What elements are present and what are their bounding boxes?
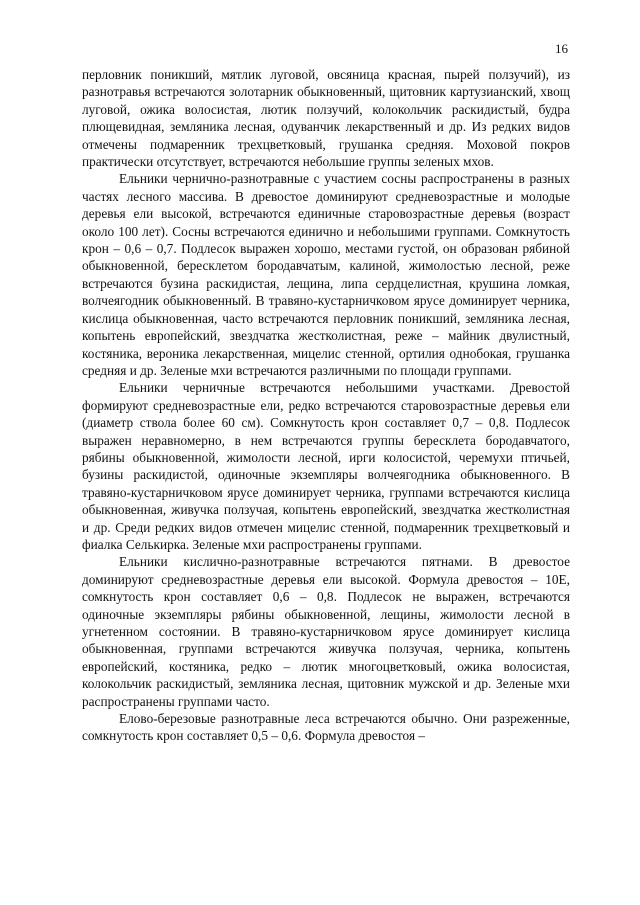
paragraph-spruce-bilberry-forb: Ельники чернично-разнотравные с участием сосны распространены в разных частях лесного массива. В древостое доминируют средневозрастные и молодые деревья ели высокой, встречаются единичные старовозрастные деревья (возраст около 100 лет). Сосны встречаются единично и небольшими группами. Сомкнутость крон – 0,6 – 0,7. Подлесок выражен хорошо, местами густой, он образован рябиной обыкновенной, бересклетом бородавчатым, калиной, жимолостью лесной, реже встречаются бузина раскидистая, лещина, липа сердцелистная, крушина ломкая, волчеягодник обыкновенный. В травяно-кустарничковом ярусе доминирует черника, кислица обыкновенная, часто встречаются перловник поникший, земляника лесная, копытень европейский, звездчатка жестколистная, реже – майник двулистный, костяника, вероника лекарственная, мицелис стенной, ортилия однобокая, грушанка средняя и др. Зеленые мхи встречаются различными по площади группами. xyxy=(82,171,570,378)
paragraph-spruce-bilberry: Ельники черничные встречаются небольшими участками. Древостой формируют средневозрастные ели, редко встречаются старовозрастные деревья ели (диаметр ствола более 60 см). Сомкнутость крон составляет 0,7 – 0,8. Подлесок выражен неравномерно, в нем встречаются группы бересклета бородавчатого, рябины обыкновенной, жимолости лесной, ирги колосистой, черемухи птичьей, бузины раскидистой, одиночные экземпляры волчеягодника обыкновенного. В травяно-кустарничковом ярусе доминирует черника, группами встречаются кислица обыкновенная, живучка ползучая, копытень европейский, звездчатка жестколистная и др. Среди редких видов отмечен мицелис стенной, подмаренник трехцветковый и фиалка Селькирка. Зеленые мхи распространены группами. xyxy=(82,380,570,552)
paragraph-spruce-oxalis-forb: Ельники кислично-разнотравные встречаются пятнами. В древостое доминируют средневозрастные деревья ели высокой. Формула древостоя – 10Е, сомкнутость крон составляет 0,6 – 0,8. Подлесок не выражен, встречаются одиночные экземпляры рябины обыкновенной, лещины, жимолости лесной в угнетенном состоянии. В травяно-кустарничковом ярусе доминирует кислица обыкновенная, группами встречаются живучка ползучая, черника, копытень европейский, костяника, редко – лютик многоцветковый, ожика волосистая, колокольчик раскидистый, земляника лесная, щитовник мужской и др. Зеленые мхи распространены группами часто. xyxy=(82,554,570,709)
document-body xyxy=(82,66,570,745)
page-number: 16 xyxy=(555,41,568,56)
paragraph-spruce-birch-forb: Елово-березовые разнотравные леса встречаются обычно. Они разреженные, сомкнутость крон составляет 0,5 – 0,6. Формула древостоя – xyxy=(82,711,570,744)
paragraph-continued-meadow-flora: перловник поникший, мятлик луговой, овсяница красная, пырей ползучий), из разнотравья встречаются золотарник обыкновенный, щитовник картузианский, хвощ луговой, ожика волосистая, лютик ползучий, колокольчик раскидистый, будра плющевидная, земляника лесная, одуванчик лекарственный и др. Из редких видов отмечены подмаренник трехцветковый, грушанка средняя. Моховой покров практически отсутствует, встречаются небольшие группы зеленых мхов. xyxy=(82,67,570,170)
